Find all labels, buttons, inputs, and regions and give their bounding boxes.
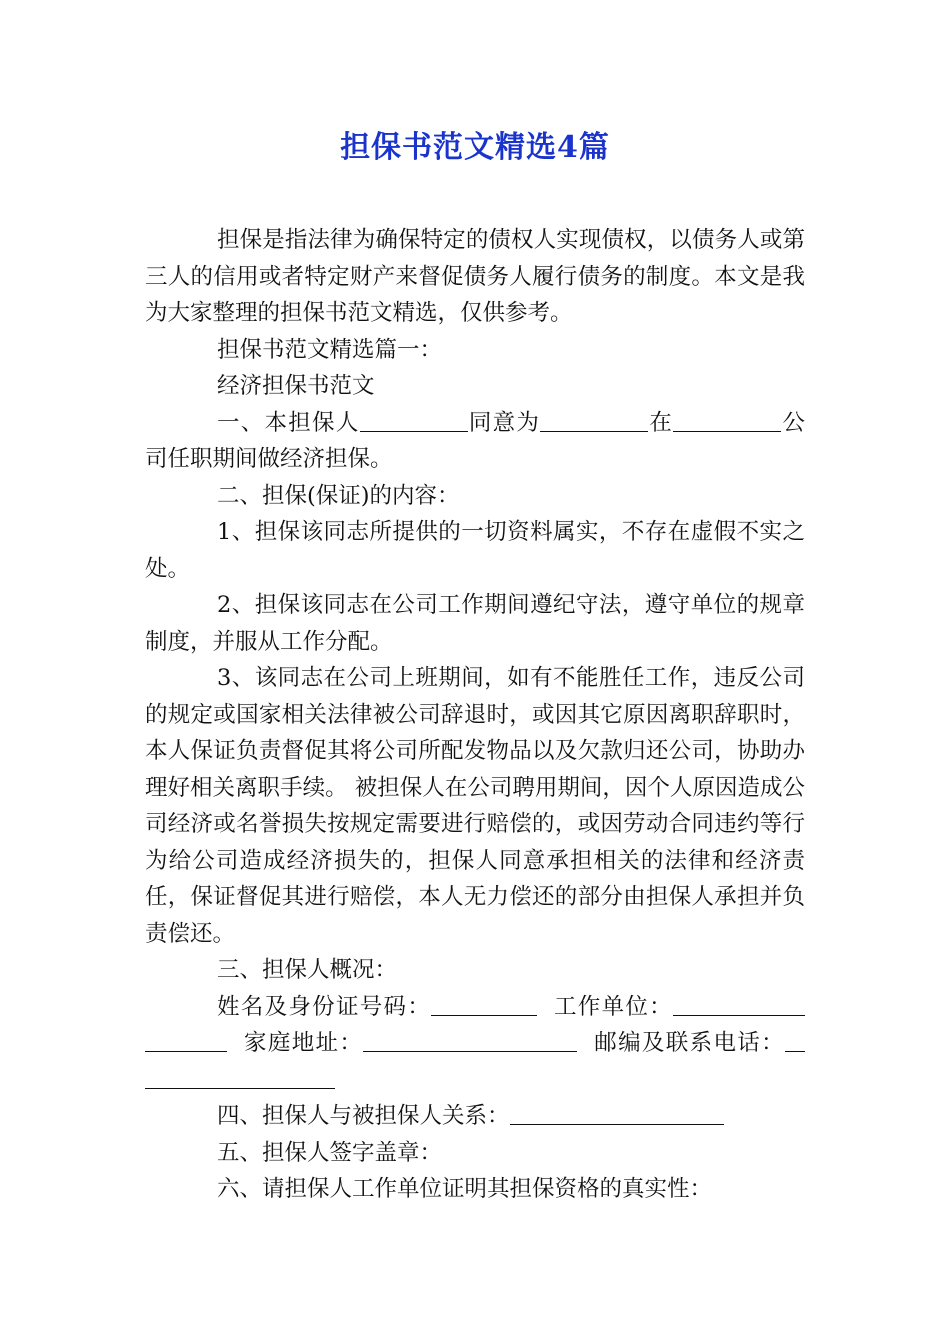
intro-paragraph: 担保是指法律为确保特定的债权人实现债权，以债务人或第三人的信用或者特定财产来督促债务人履行债务的制度。本文是我为大家整理的担保书范文精选，仅供参考。 (145, 227, 805, 326)
document-title: 担保书范文精选4篇 (340, 130, 610, 165)
postal-phone-label: 邮编及联系电话： (594, 1030, 785, 1056)
guarantor-name-blank (360, 409, 468, 432)
clause-4 (145, 1098, 805, 1135)
section-heading: 担保书范文精选篇一： (217, 336, 443, 363)
clause-3-heading: 三、担保人概况： (217, 957, 398, 983)
clause-6: 六、请担保人工作单位证明其担保资格的真实性： (217, 1176, 713, 1202)
work-unit-label: 工作单位： (554, 993, 673, 1020)
clause-2-item-3: 3、该同志在公司上班期间，如有不能胜任工作，违反公司的规定或国家相关法律被公司辞退时，或因其它原因离职辞职时，本人保证负责督促其将公司所配发物品以及欠款归还公司，协助办理好相关离职手续。 被担保人在公司聘用期间，因个人原因造成公司经济或名誉损失按规定需要进行赔偿的，或因劳动合同违约等行为给公司造成经济损失的，担保人同意承担相关的法律和经济责任，保证督促其进行赔偿，本人无力偿还的部分由担保人承担并负责偿还。 (145, 665, 805, 947)
clause-1 (145, 405, 805, 478)
name-id-label: 姓名及身份证号码： (217, 993, 432, 1020)
clause-2-item-1: 1、担保该同志所提供的一切资料属实，不存在虚假不实之处。 (145, 519, 805, 582)
clause-1-mid2: 在 (648, 409, 674, 436)
clause-1-prefix: 一、本担保人 (217, 409, 360, 436)
address-label: 家庭地址： (244, 1030, 364, 1056)
document-body (145, 222, 805, 1208)
clause-1-suffix: 公司任职期间做经济担保。 (145, 409, 805, 472)
relationship-blank (510, 1102, 724, 1125)
name-id-blank (431, 993, 537, 1016)
address-blank (363, 1029, 577, 1052)
work-unit-blank-2 (145, 1029, 227, 1052)
company-name-blank (673, 409, 781, 432)
postal-phone-blank-2 (145, 1066, 335, 1089)
sub-heading: 经济担保书范文 (217, 373, 375, 399)
clause-4-label: 四、担保人与被担保人关系： (217, 1103, 510, 1129)
clause-1-mid1: 同意为 (467, 409, 541, 436)
clause-2-item-2: 2、担保该同志在公司工作期间遵纪守法，遵守单位的规章制度，并服从工作分配。 (145, 592, 805, 655)
work-unit-blank-1 (673, 993, 805, 1016)
clause-3-fields (145, 989, 805, 1099)
guaranteed-person-blank (540, 409, 648, 432)
clause-2-heading: 二、担保(保证)的内容： (217, 482, 460, 509)
postal-phone-blank-1 (785, 1029, 805, 1052)
clause-5: 五、担保人签字盖章： (217, 1139, 443, 1166)
